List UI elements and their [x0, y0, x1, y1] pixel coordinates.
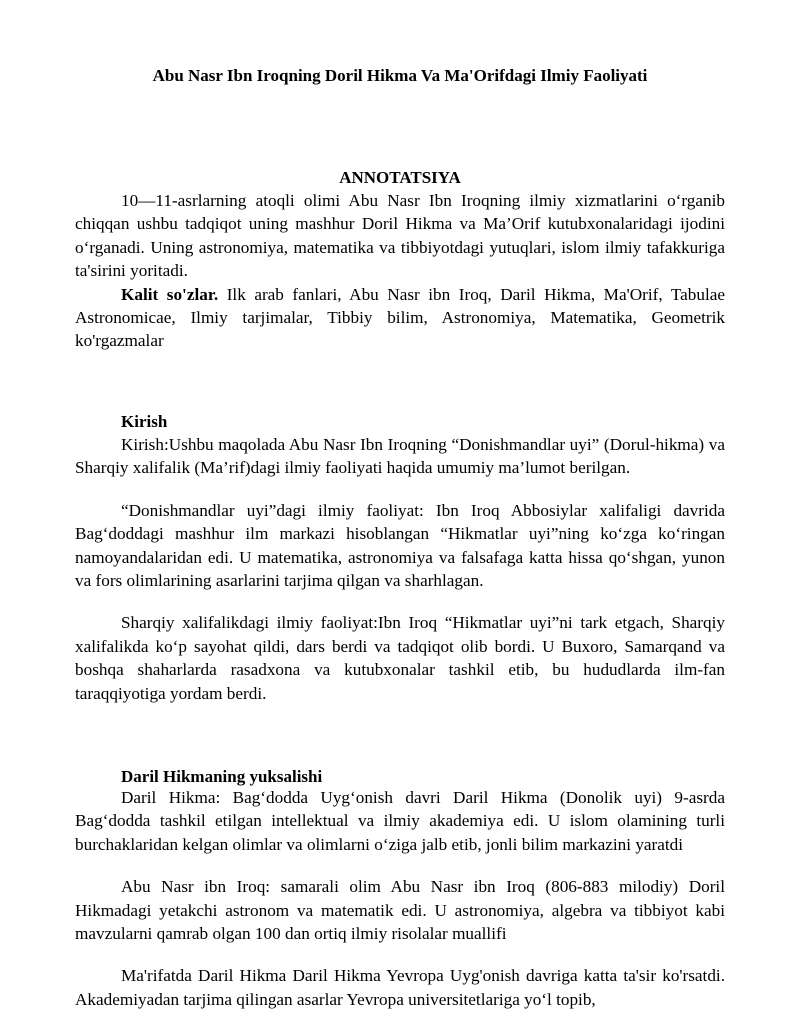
annotation-section [75, 189, 725, 353]
rise-heading: Daril Hikmaning yuksalishi [121, 767, 323, 786]
rise-section [75, 786, 725, 1011]
intro-paragraph: Kirish:Ushbu maqolada Abu Nasr Ibn Iroqning “Donishmandlar uyi” (Dorul-hikma) va Sharqiy xalifalik (Ma’rif)dagi ilmiy faoliyati haqida umumiy ma’lumot berilgan. [75, 435, 725, 478]
keywords-label: Kalit so'zlar. [121, 284, 219, 304]
rise-paragraph: Abu Nasr ibn Iroq: samarali olim Abu Nasr ibn Iroq (806-883 milodiy) Doril Hikmadagi yetakchi astronom va matematik edi. U astronomiya, algebra va tibbiyot kabi mavzularni qamrab olgan 100 dan ortiq ilmiy risolalar muallifi [75, 877, 725, 944]
keywords-list: Ilk arab fanlari, Abu Nasr ibn Iroq, Daril Hikma, Ma'Orif, Tabulae Astronomicae, Ilmiy tarjimalar, Tibbiy bilim, Astronomiya, Matematika, Geometrik ko'rgazmalar [75, 284, 725, 351]
intro-paragraph: Sharqiy xalifalikdagi ilmiy faoliyat:Ibn Iroq “Hikmatlar uyi”ni tark etgach, Sharqiy xalifalikda ko‘p sayohat qildi, dars berdi va tadqiqot olib bordi. U Buxoro, Samarqand va boshqa shaharlarda rasadxona va kutubxonalar tashkil etib, bu hududlarda ilm-fan taraqqiyotiga yordam berdi. [75, 613, 725, 703]
rise-paragraph: Ma'rifatda Daril Hikma Daril Hikma Yevropa Uyg'onish davriga katta ta'sir ko'rsatdi. Akademiyadan tarjima qilingan asarlar Yevropa universitetlariga yo‘l topib, [75, 966, 725, 1009]
rise-paragraph: Daril Hikma: Bag‘dodda Uyg‘onish davri Daril Hikma (Donolik uyi) 9-asrda Bag‘dodda tashkil etilgan intellektual va ilmiy akademiya edi. U islom olamining turli burchaklaridan kelgan olimlar va olimlarni o‘ziga jalb etib, jonli bilim markazini yaratdi [75, 788, 725, 854]
intro-section [75, 433, 725, 705]
document-title: Abu Nasr Ibn Iroqning Doril Hikma Va Ma'Orifdagi Ilmiy Faoliyati [152, 66, 648, 85]
keywords-paragraph [75, 283, 725, 353]
intro-heading: Kirish [121, 412, 168, 431]
annotation-heading: ANNOTATSIYA [339, 168, 461, 187]
intro-paragraph: “Donishmandlar uyi”dagi ilmiy faoliyat: Ibn Iroq Abbosiylar xalifaligi davrida Bag‘doddagi mashhur ilm markazi hisoblangan “Hikmatlar uyi”ning ko‘zga ko‘ringan namoyandalaridan edi. U matematika, astronomiya va falsafaga katta hissa qo‘shgan, yunon va fors olimlarining asarlarini tarjima qilgan va sharhlagan. [75, 500, 725, 591]
annotation-text: 10—11-asrlarning atoqli olimi Abu Nasr Ibn Iroqning ilmiy xizmatlarini o‘rganib chiqqan ushbu tadqiqot uning mashhur Doril Hikma va Ma’Orif kutubxonalaridagi ijodini o‘rganadi. Uning astronomiya, matematika va tibbiyotdagi yutuqlari, islom ilmiy tafakkuriga ta'sirini yoritadi. [75, 191, 725, 281]
